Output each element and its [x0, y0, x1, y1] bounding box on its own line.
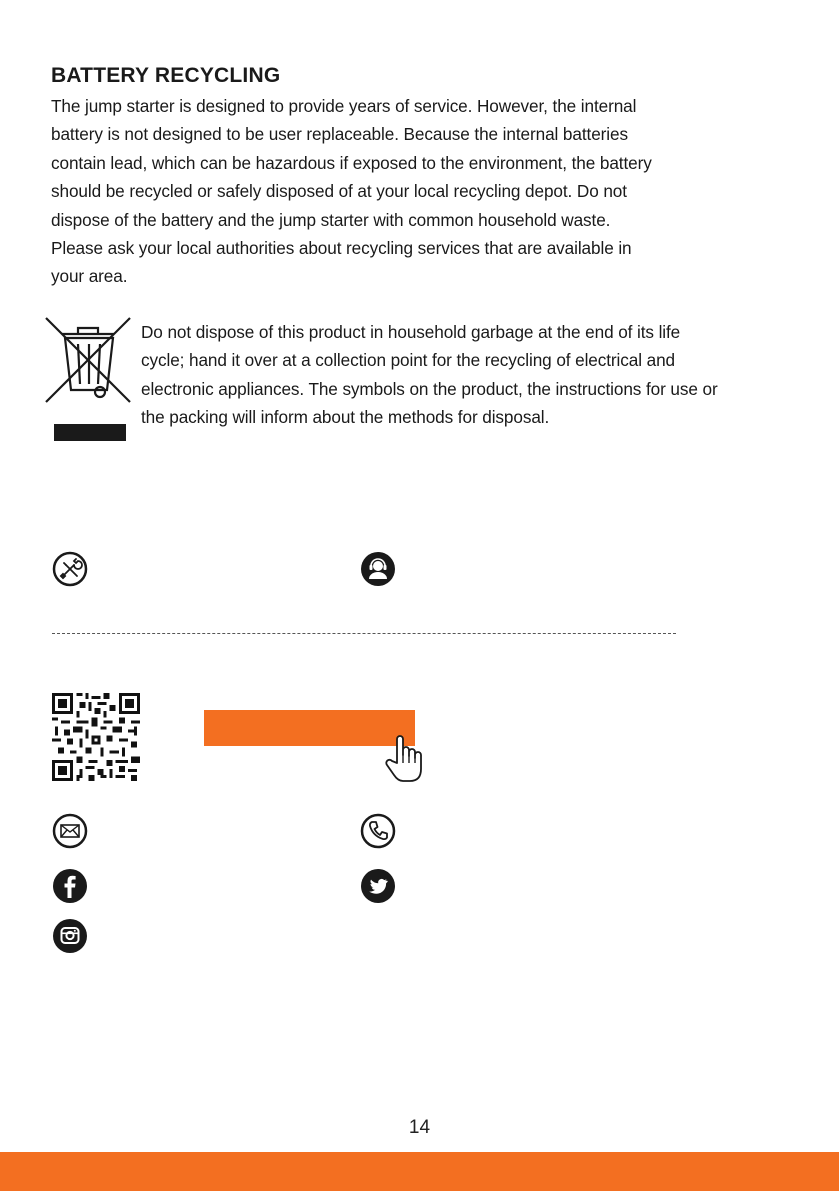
paragraph-line: dispose of the battery and the jump starter with common household waste.	[51, 209, 611, 230]
dashed-divider	[52, 633, 676, 634]
recycling-paragraph	[51, 92, 751, 291]
support-agent-icon[interactable]	[360, 551, 396, 587]
disposal-line: cycle; hand it over at a collection point for the recycling of electrical and	[141, 350, 675, 371]
phone-icon[interactable]	[360, 813, 396, 849]
page-number: 14	[408, 1117, 431, 1138]
paragraph-line: Please ask your local authorities about recycling services that are available in	[51, 238, 632, 259]
paragraph-line: contain lead, which can be hazardous if exposed to the environment, the battery	[51, 152, 652, 173]
disposal-notice	[141, 318, 831, 432]
paragraph-line: should be recycled or safely disposed of at your local recycling depot. Do not	[51, 181, 627, 202]
disposal-line: the packing will inform about the methods for disposal.	[141, 407, 550, 428]
disposal-line: Do not dispose of this product in household garbage at the end of its life	[141, 322, 681, 342]
instagram-icon[interactable]	[52, 918, 88, 954]
crossed-out-wheelie-bin-icon	[40, 314, 136, 444]
facebook-icon[interactable]	[52, 868, 88, 904]
hand-pointer-icon	[383, 733, 427, 783]
paragraph-line: your area.	[51, 266, 128, 287]
qr-code-icon[interactable]	[52, 693, 140, 781]
footer-accent-bar	[0, 1152, 839, 1191]
twitter-icon[interactable]	[360, 868, 396, 904]
paragraph-line: The jump starter is designed to provide years of service. However, the internal	[51, 96, 637, 116]
paragraph-line: battery is not designed to be user replaceable. Because the internal batteries	[51, 124, 628, 145]
email-icon[interactable]	[52, 813, 88, 849]
disposal-line: electronic appliances. The symbols on the product, the instructions for use or	[141, 378, 718, 399]
section-title: BATTERY RECYCLING	[51, 64, 281, 87]
tools-icon[interactable]	[52, 551, 88, 587]
